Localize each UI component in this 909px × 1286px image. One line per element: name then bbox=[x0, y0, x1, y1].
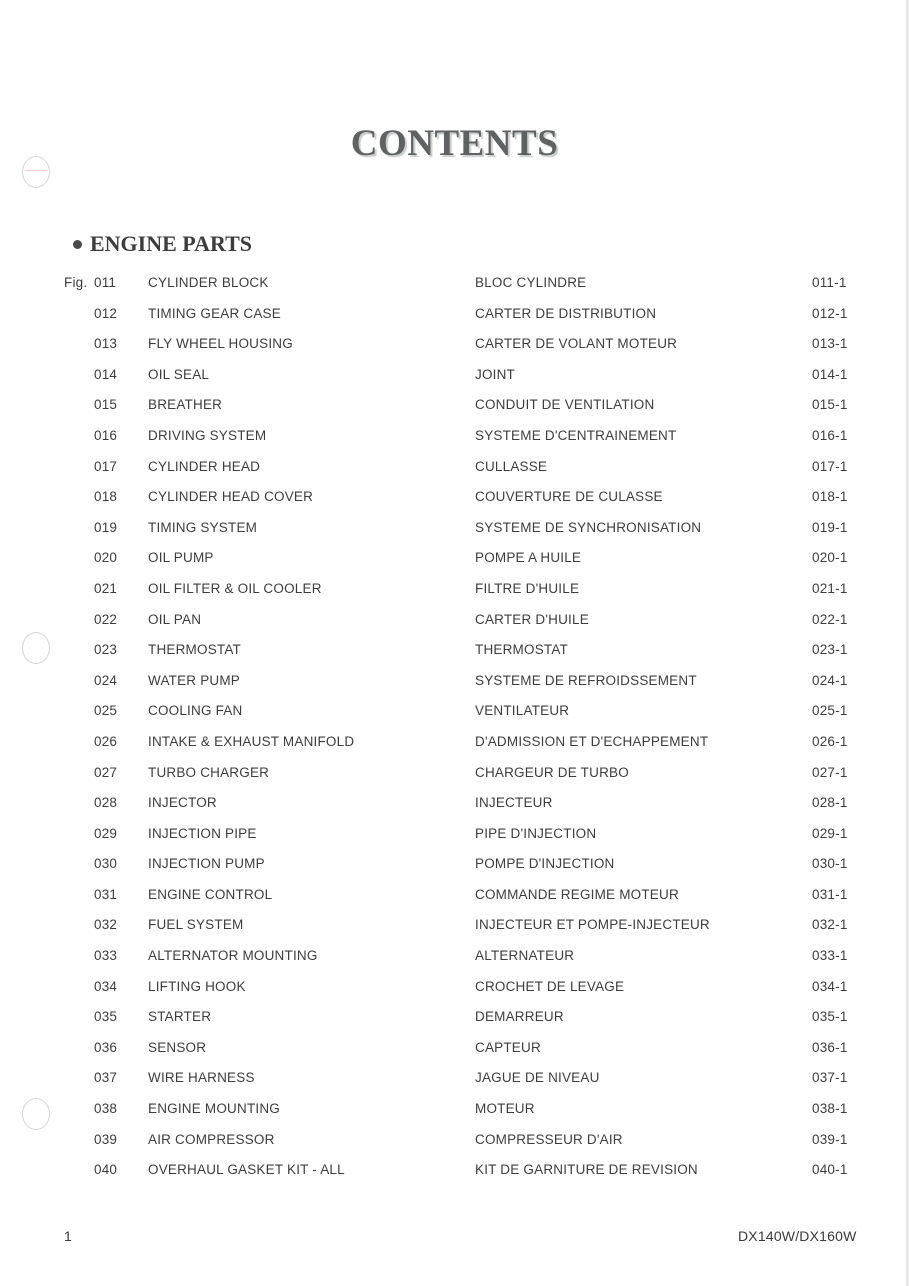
entry-title-en: WATER PUMP bbox=[148, 672, 240, 688]
entry-title-en: ENGINE MOUNTING bbox=[148, 1101, 281, 1117]
toc-row[interactable] bbox=[0, 854, 909, 885]
entry-title-fr: COUVERTURE DE CULASSE bbox=[475, 489, 663, 505]
fig-number: 036 bbox=[94, 1039, 118, 1055]
toc-row[interactable] bbox=[0, 518, 909, 549]
fig-number: 027 bbox=[94, 764, 118, 780]
entry-page-ref: 025-1 bbox=[812, 703, 848, 719]
entry-title-fr: CARTER D'HUILE bbox=[475, 611, 589, 627]
entry-page-ref: 026-1 bbox=[812, 733, 848, 749]
toc-row[interactable] bbox=[0, 548, 909, 579]
entry-title-fr: INJECTEUR bbox=[475, 795, 553, 811]
fig-number: 023 bbox=[94, 642, 118, 658]
entry-title-fr: CHARGEUR DE TURBO bbox=[475, 764, 629, 780]
entry-title-fr: INJECTEUR ET POMPE-INJECTEUR bbox=[475, 917, 710, 933]
toc-row[interactable] bbox=[0, 824, 909, 855]
entry-title-fr: SYSTEME DE SYNCHRONISATION bbox=[475, 519, 702, 535]
entry-page-ref: 016-1 bbox=[812, 427, 848, 443]
fig-number: 025 bbox=[94, 703, 118, 719]
entry-title-en: ENGINE CONTROL bbox=[148, 886, 273, 902]
entry-page-ref: 037-1 bbox=[812, 1070, 848, 1086]
entry-page-ref: 040-1 bbox=[812, 1162, 848, 1178]
entry-page-ref: 035-1 bbox=[812, 1009, 848, 1025]
entry-title-en: INJECTOR bbox=[148, 795, 217, 811]
fig-number: 021 bbox=[94, 580, 118, 596]
fig-number: 035 bbox=[94, 1009, 118, 1025]
entry-title-en: AIR COMPRESSOR bbox=[148, 1131, 275, 1147]
fig-number: 013 bbox=[94, 336, 118, 352]
fig-number: 030 bbox=[94, 856, 118, 872]
section-heading-label: ENGINE PARTS bbox=[90, 231, 253, 256]
entry-title-en: INTAKE & EXHAUST MANIFOLD bbox=[148, 733, 355, 749]
model-label: DX140W/DX160W bbox=[738, 1228, 857, 1244]
entry-page-ref: 014-1 bbox=[812, 366, 848, 382]
entry-title-en: COOLING FAN bbox=[148, 703, 243, 719]
toc-row[interactable] bbox=[0, 365, 909, 396]
entry-page-ref: 039-1 bbox=[812, 1131, 848, 1147]
entry-title-en: FUEL SYSTEM bbox=[148, 917, 244, 933]
entry-page-ref: 015-1 bbox=[812, 397, 848, 413]
toc-row[interactable] bbox=[0, 640, 909, 671]
entry-page-ref: 036-1 bbox=[812, 1039, 848, 1055]
contents-list bbox=[0, 273, 909, 1191]
entry-title-fr: PIPE D'INJECTION bbox=[475, 825, 597, 841]
toc-row[interactable] bbox=[0, 1130, 909, 1161]
entry-title-en: LIFTING HOOK bbox=[148, 978, 246, 994]
entry-title-fr: MOTEUR bbox=[475, 1101, 535, 1117]
entry-title-en: TURBO CHARGER bbox=[148, 764, 270, 780]
bullet-icon bbox=[73, 240, 82, 249]
entry-title-fr: CARTER DE DISTRIBUTION bbox=[475, 305, 657, 321]
entry-page-ref: 021-1 bbox=[812, 580, 848, 596]
page-title: CONTENTS bbox=[350, 123, 559, 164]
entry-title-en: CYLINDER BLOCK bbox=[148, 275, 269, 290]
entry-page-ref: 012-1 bbox=[812, 305, 848, 321]
entry-title-en: CYLINDER HEAD bbox=[148, 458, 261, 474]
fig-number: 017 bbox=[94, 458, 118, 474]
toc-row[interactable] bbox=[0, 426, 909, 457]
entry-page-ref: 031-1 bbox=[812, 886, 848, 902]
entry-title-fr: ALTERNATEUR bbox=[475, 948, 575, 964]
entry-page-ref: 023-1 bbox=[812, 642, 848, 658]
toc-row[interactable] bbox=[0, 579, 909, 610]
entry-page-ref: 038-1 bbox=[812, 1101, 848, 1117]
entry-title-fr: JAGUE DE NIVEAU bbox=[475, 1070, 600, 1086]
entry-page-ref: 032-1 bbox=[812, 917, 848, 933]
page-number: 1 bbox=[64, 1228, 72, 1244]
entry-title-en: OIL SEAL bbox=[148, 366, 210, 382]
entry-page-ref: 033-1 bbox=[812, 948, 848, 964]
toc-row[interactable] bbox=[0, 395, 909, 426]
fig-number: 016 bbox=[94, 427, 118, 443]
entry-title-fr: SYSTEME DE REFROIDSSEMENT bbox=[475, 672, 697, 688]
entry-page-ref: 028-1 bbox=[812, 795, 848, 811]
toc-row[interactable] bbox=[0, 457, 909, 488]
fig-number: 029 bbox=[94, 825, 118, 841]
entry-title-fr: JOINT bbox=[475, 366, 515, 382]
entry-page-ref: 019-1 bbox=[812, 519, 848, 535]
fig-number: 024 bbox=[94, 672, 118, 688]
toc-row[interactable] bbox=[0, 671, 909, 702]
entry-title-en: WIRE HARNESS bbox=[148, 1070, 255, 1086]
entry-title-en: INJECTION PUMP bbox=[148, 856, 265, 872]
entry-title-fr: FILTRE D'HUILE bbox=[475, 580, 580, 596]
toc-row[interactable] bbox=[0, 793, 909, 824]
toc-row[interactable] bbox=[0, 1068, 909, 1099]
entry-title-fr: SYSTEME D'CENTRAINEMENT bbox=[475, 427, 677, 443]
fig-number: 026 bbox=[94, 733, 118, 749]
entry-title-fr: KIT DE GARNITURE DE REVISION bbox=[475, 1162, 698, 1178]
fig-number: 015 bbox=[94, 397, 118, 413]
entry-title-en: SENSOR bbox=[148, 1039, 207, 1055]
fig-number: 039 bbox=[94, 1131, 118, 1147]
entry-title-fr: BLOC CYLINDRE bbox=[475, 275, 587, 290]
toc-row[interactable] bbox=[0, 487, 909, 518]
toc-row[interactable] bbox=[0, 273, 909, 304]
entry-page-ref: 018-1 bbox=[812, 489, 848, 505]
toc-row[interactable] bbox=[0, 732, 909, 763]
fig-number: 012 bbox=[94, 305, 118, 321]
fig-number: 040 bbox=[94, 1162, 118, 1178]
entry-title-fr: CULLASSE bbox=[475, 458, 548, 474]
entry-page-ref: 013-1 bbox=[812, 336, 848, 352]
toc-row[interactable] bbox=[0, 946, 909, 977]
fig-number: 014 bbox=[94, 366, 118, 382]
entry-title-en: CYLINDER HEAD COVER bbox=[148, 489, 314, 505]
fig-number: 018 bbox=[94, 489, 118, 505]
entry-title-en: OIL PAN bbox=[148, 611, 202, 627]
toc-row[interactable] bbox=[0, 610, 909, 641]
fig-number: 031 bbox=[94, 886, 118, 902]
entry-title-en: OVERHAUL GASKET KIT - ALL bbox=[148, 1162, 345, 1178]
fig-number: 033 bbox=[94, 948, 118, 964]
entry-title-fr: DEMARREUR bbox=[475, 1009, 564, 1025]
section-heading bbox=[73, 231, 252, 257]
toc-row[interactable] bbox=[0, 1038, 909, 1069]
entry-title-fr: POMPE D'INJECTION bbox=[475, 856, 615, 872]
fig-number: 028 bbox=[94, 795, 118, 811]
entry-page-ref: 029-1 bbox=[812, 825, 848, 841]
entry-page-ref: 034-1 bbox=[812, 978, 848, 994]
entry-title-fr: POMPE A HUILE bbox=[475, 550, 582, 566]
toc-row[interactable] bbox=[0, 915, 909, 946]
entry-title-en: OIL PUMP bbox=[148, 550, 214, 566]
fig-prefix: Fig. bbox=[64, 275, 88, 290]
entry-page-ref: 027-1 bbox=[812, 764, 848, 780]
entry-title-fr: CROCHET DE LEVAGE bbox=[475, 978, 625, 994]
entry-title-en: BREATHER bbox=[148, 397, 223, 413]
toc-row[interactable] bbox=[0, 304, 909, 335]
entry-title-fr: CARTER DE VOLANT MOTEUR bbox=[475, 336, 678, 352]
entry-title-fr: THERMOSTAT bbox=[475, 642, 568, 658]
entry-title-en: TIMING GEAR CASE bbox=[148, 305, 281, 321]
entry-title-fr: CONDUIT DE VENTILATION bbox=[475, 397, 655, 413]
entry-title-en: INJECTION PIPE bbox=[148, 825, 257, 841]
entry-title-fr: D'ADMISSION ET D'ECHAPPEMENT bbox=[475, 733, 709, 749]
fig-number: 011 bbox=[94, 275, 117, 290]
fig-number: 020 bbox=[94, 550, 118, 566]
entry-title-en: DRIVING SYSTEM bbox=[148, 427, 267, 443]
toc-row[interactable] bbox=[0, 334, 909, 365]
toc-row[interactable] bbox=[0, 977, 909, 1008]
fig-number: 038 bbox=[94, 1101, 118, 1117]
fig-number: 022 bbox=[94, 611, 118, 627]
fig-number: 037 bbox=[94, 1070, 118, 1086]
toc-row[interactable] bbox=[0, 1160, 909, 1191]
entry-page-ref: 020-1 bbox=[812, 550, 848, 566]
entry-title-en: FLY WHEEL HOUSING bbox=[148, 336, 293, 352]
toc-row[interactable] bbox=[0, 763, 909, 794]
entry-page-ref: 011-1 bbox=[812, 275, 847, 290]
entry-title-fr: COMPRESSEUR D'AIR bbox=[475, 1131, 623, 1147]
fig-number: 019 bbox=[94, 519, 118, 535]
toc-row[interactable] bbox=[0, 1007, 909, 1038]
entry-title-fr: COMMANDE REGIME MOTEUR bbox=[475, 886, 679, 902]
entry-page-ref: 024-1 bbox=[812, 672, 848, 688]
entry-page-ref: 030-1 bbox=[812, 856, 848, 872]
entry-title-en: OIL FILTER & OIL COOLER bbox=[148, 580, 322, 596]
toc-row[interactable] bbox=[0, 1099, 909, 1130]
entry-page-ref: 017-1 bbox=[812, 458, 848, 474]
entry-title-en: STARTER bbox=[148, 1009, 212, 1025]
fig-number: 032 bbox=[94, 917, 118, 933]
entry-title-en: TIMING SYSTEM bbox=[148, 519, 258, 535]
fig-number: 034 bbox=[94, 978, 118, 994]
toc-row[interactable] bbox=[0, 885, 909, 916]
entry-title-fr: VENTILATEUR bbox=[475, 703, 570, 719]
toc-row[interactable] bbox=[0, 701, 909, 732]
entry-title-fr: CAPTEUR bbox=[475, 1039, 541, 1055]
entry-page-ref: 022-1 bbox=[812, 611, 848, 627]
entry-title-en: ALTERNATOR MOUNTING bbox=[148, 948, 318, 964]
entry-title-en: THERMOSTAT bbox=[148, 642, 241, 658]
